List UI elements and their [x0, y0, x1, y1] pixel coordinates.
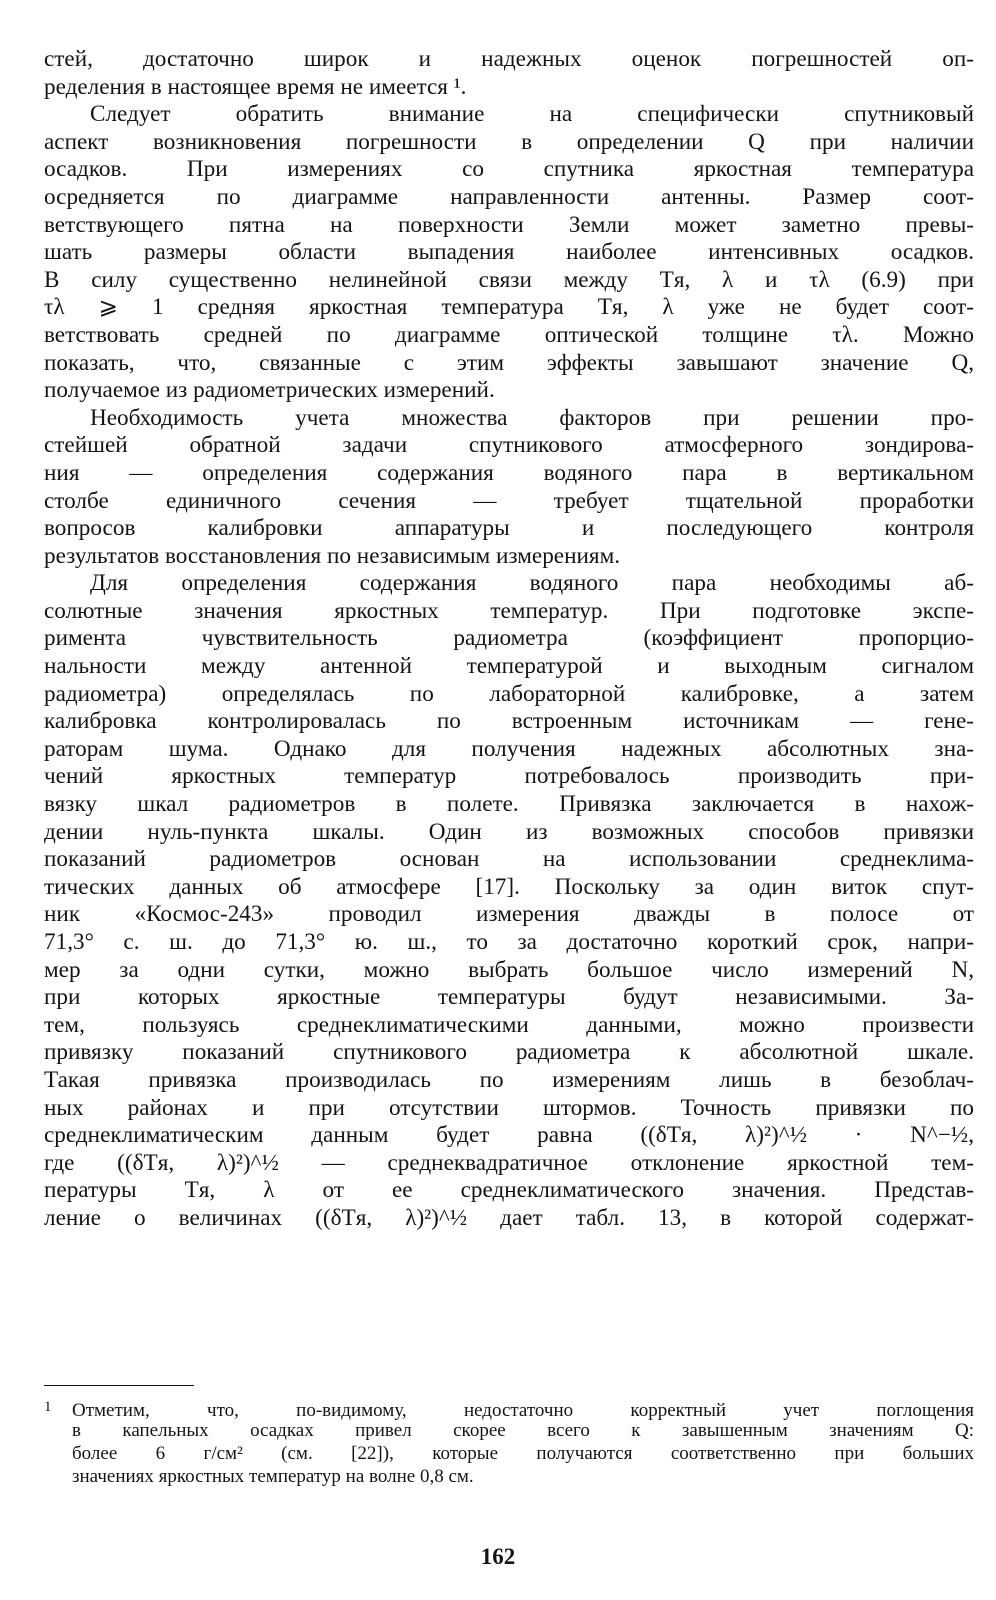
- text-line: Такая привязка производилась по измерениям лишь в безоблач-: [44, 1066, 974, 1093]
- text-line: мер за одни сутки, можно выбрать большое число измерений N,: [44, 956, 974, 983]
- text-line: ределения в настоящее время не имеется ¹.: [44, 73, 467, 100]
- text-line: ление о величинах ((δTя, λ)²)^½ дает табл. 13, в которой содержат-: [44, 1204, 974, 1231]
- text-line: вопросов калибровки аппаратуры и последующего контроля: [44, 515, 974, 542]
- text-line: аспект возникновения погрешности в определении Q при наличии: [44, 128, 974, 155]
- text-line: ветствующего пятна на поверхности Земли может заметно превы-: [44, 211, 974, 238]
- text-line: осадков. При измерениях со спутника яркостная температура: [44, 156, 974, 183]
- text-line: ветствовать средней по диаграмме оптической толщине τλ. Можно: [44, 321, 974, 348]
- text-line: дении нуль-пункта шкалы. Один из возможных способов привязки: [44, 818, 974, 845]
- text-line: 71,3° с. ш. до 71,3° ю. ш., то за достаточно короткий срок, напри-: [44, 929, 974, 955]
- text-line: ных районах и при отсутствии штормов. Точность привязки по: [44, 1094, 974, 1121]
- text-line: чений яркостных температур потребовалось производить при-: [44, 763, 974, 790]
- page-number: 162: [480, 1544, 516, 1569]
- text-line: нальности между антенной температурой и выходным сигналом: [44, 653, 974, 680]
- footnote-marker: 1: [44, 1399, 52, 1415]
- text-line: осредняется по диаграмме направленности антенны. Размер соот-: [44, 183, 974, 210]
- text-line: τλ ⩾ 1 средняя яркостная температура Tя, λ уже не будет соот-: [44, 294, 974, 321]
- text-line: столбе единичного сечения — требует тщательной проработки: [44, 487, 974, 514]
- text-line: раторам шума. Однако для получения надежных абсолютных зна-: [44, 735, 974, 762]
- text-line: римента чувствительность радиометра (коэффициент пропорцио-: [44, 625, 974, 652]
- text-line: при которых яркостные температуры будут независимыми. За-: [44, 984, 974, 1011]
- text-line: результатов восстановления по независимым измерениям.: [44, 542, 621, 569]
- text-line: ник «Космос-243» проводил измерения дважды в полосе от: [44, 901, 974, 928]
- text-line: Следует обратить внимание на специфически спутниковый: [90, 101, 974, 128]
- text-line: тических данных об атмосфере [17]. Поскольку за один виток спут-: [44, 873, 974, 900]
- text-line: Для определения содержания водяного пара необходимы аб-: [90, 570, 974, 597]
- text-line: солютные значения яркостных температур. При подготовке экспе-: [44, 597, 974, 624]
- footnote-line: 1 Отметим, что, по-видимому, недостаточно корректный учет поглощения: [44, 1396, 974, 1419]
- footnote: [44, 1396, 974, 1488]
- footnote-line: значениях яркостных температур на волне 0,8 см.: [72, 1466, 474, 1487]
- footnote-separator: [44, 1385, 194, 1386]
- footnote-line: более 6 г/см² (см. [22]), которые получаются соответственно при больших: [72, 1443, 974, 1464]
- text-line: получаемое из радиометрических измерений.: [44, 377, 495, 404]
- text-line: вязку шкал радиометров в полете. Привязка заключается в нахож-: [44, 791, 974, 818]
- text-line: калибровка контролировалась по встроенным источникам — гене-: [44, 708, 974, 735]
- text-line: среднеклиматическим данным будет равна ((δTя, λ)²)^½ · N^−½,: [44, 1122, 974, 1149]
- text-line: ния — определения содержания водяного пара в вертикальном: [44, 459, 974, 486]
- text-line: привязку показаний спутникового радиометра к абсолютной шкале.: [44, 1039, 974, 1066]
- text-line: шать размеры области выпадения наиболее интенсивных осадков.: [44, 239, 974, 266]
- text-line: показать, что, связанные с этим эффекты завышают значение Q,: [44, 349, 974, 376]
- text-line: пературы Tя, λ от ее среднеклиматического значения. Представ-: [44, 1177, 974, 1204]
- text-line: стей, достаточно широк и надежных оценок погрешностей оп-: [44, 46, 974, 72]
- text-line: радиометра) определялась по лабораторной калибровке, а затем: [44, 680, 974, 707]
- main-text: [44, 46, 974, 1233]
- text-line: стейшей обратной задачи спутникового атмосферного зондирова-: [44, 432, 974, 459]
- text-line: где ((δTя, λ)²)^½ — среднеквадратичное отклонение яркостной тем-: [44, 1149, 974, 1176]
- text-line: показаний радиометров основан на использовании среднеклима-: [44, 846, 974, 873]
- text-line: тем, пользуясь среднеклиматическими данными, можно произвести: [44, 1011, 974, 1038]
- text-line: Необходимость учета множества факторов при решении про-: [90, 404, 974, 431]
- text-line: В силу существенно нелинейной связи между Tя, λ и τλ (6.9) при: [44, 266, 974, 293]
- footnote-line: в капельных осадках привел скорее всего к завышенным значениям Q:: [72, 1420, 974, 1441]
